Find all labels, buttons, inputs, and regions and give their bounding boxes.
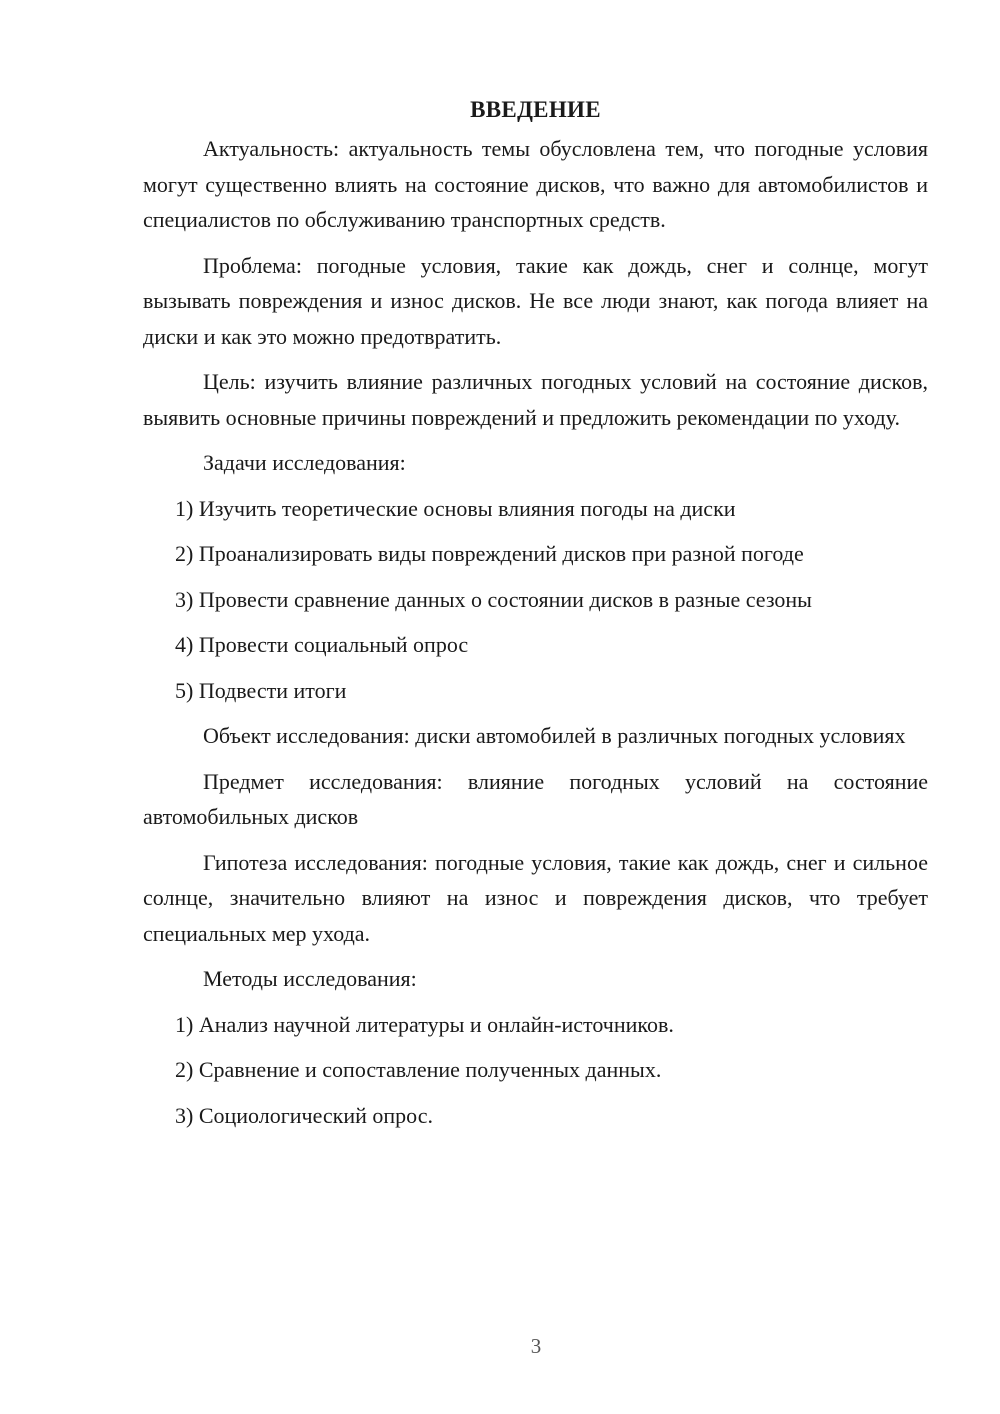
list-item: 5) Подвести итоги bbox=[175, 677, 347, 703]
tasks-list bbox=[143, 491, 928, 709]
list-item: 2) Сравнение и сопоставление полученных данных. bbox=[175, 1057, 662, 1082]
list-item: 1) Анализ научной литературы и онлайн-источников. bbox=[175, 1011, 674, 1037]
problem-paragraph: Проблема: погодные условия, такие как дождь, снег и солнце, могут вызывать повреждения и износ дисков. Не все люди знают, как погода влияет на диски и как это можно предотвратить. bbox=[143, 252, 928, 349]
relevance-paragraph: Актуальность: актуальность темы обусловлена тем, что погодные условия могут существенно влиять на состояние дисков, что важно для автомобилистов и специалистов по обслуживанию транспортных средств. bbox=[143, 136, 928, 232]
list-item: 2) Проанализировать виды повреждений дисков при разной погоде bbox=[175, 541, 804, 566]
document-page bbox=[143, 92, 928, 1143]
section-title: ВВЕДЕНИЕ bbox=[470, 97, 601, 122]
subject-paragraph: Предмет исследования: влияние погодных условий на состояние автомобильных дисков bbox=[143, 768, 928, 829]
object-paragraph: Объект исследования: диски автомобилей в различных погодных условиях bbox=[203, 723, 906, 748]
list-item: 3) Провести сравнение данных о состоянии дисков в разные сезоны bbox=[175, 586, 812, 612]
tasks-heading: Задачи исследования: bbox=[203, 450, 406, 475]
methods-list bbox=[143, 1007, 928, 1134]
methods-heading: Методы исследования: bbox=[203, 966, 417, 991]
page-number: 3 bbox=[530, 1334, 542, 1358]
list-item: 3) Социологический опрос. bbox=[175, 1102, 433, 1128]
list-item: 1) Изучить теоретические основы влияния погоды на диски bbox=[175, 495, 736, 521]
hypothesis-paragraph: Гипотеза исследования: погодные условия, такие как дождь, снег и сильное солнце, значительно влияют на износ и повреждения дисков, что требует специальных мер ухода. bbox=[143, 849, 928, 946]
list-item: 4) Провести социальный опрос bbox=[175, 632, 469, 657]
goal-paragraph: Цель: изучить влияние различных погодных условий на состояние дисков, выявить основные причины повреждений и предложить рекомендации по уходу. bbox=[143, 369, 928, 430]
